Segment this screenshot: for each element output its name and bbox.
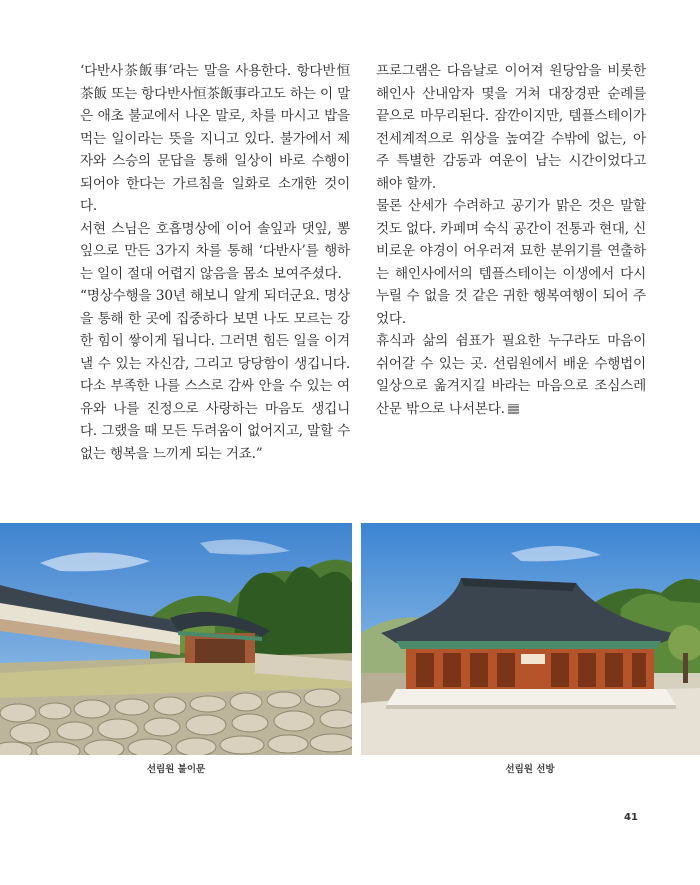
- paragraph: 서현 스님은 호흡명상에 이어 솔잎과 댓잎, 뽕잎으로 만든 3가지 차를 통해 ‘다반사’를 행하는 일이 절대 어렵지 않음을 몸소 보여주셨다.: [80, 220, 350, 282]
- article-right-column: [376, 60, 646, 420]
- photo-caption-right: 선림원 선방: [505, 764, 555, 775]
- paragraph-closing: [376, 330, 646, 420]
- end-mark-icon: [508, 404, 519, 414]
- paragraph: ‘다반사茶飯事’라는 말을 사용한다. 항다반恒茶飯 또는 항다반사恒茶飯事라고도 하는 이 말은 애초 불교에서 나온 말로, 차를 마시고 밥을 먹는 일이라는 뜻을 지니고 있다. 불가에서 제자와 스승의 문답을 통해 일상이 바로 수행이 되어야 한다는 가르침을 일화로 소개한 것이다.: [80, 63, 350, 214]
- photo-meditation-hall: [361, 523, 700, 755]
- article-left-column: [80, 60, 350, 465]
- paragraph: 물론 산세가 수려하고 공기가 맑은 것은 말할 것도 없다. 카페며 숙식 공간이 전통과 현대, 신비로운 야경이 어우러져 묘한 분위기를 연출하는 해인사에서의 템플스테이는 이생에서 다시 누릴 수 없을 것 같은 귀한 행복여행이 되어 주었다.: [376, 198, 646, 327]
- photo-gate: [0, 523, 352, 755]
- page-number: 41: [624, 812, 638, 823]
- paragraph-closing-text: 휴식과 삶의 쉼표가 필요한 누구라도 마음이 쉬어갈 수 있는 곳. 선림원에서 배운 수행법이 일상으로 옮겨지길 바라는 마음으로 조심스레 산문 밖으로 나서본다.: [376, 333, 646, 417]
- paragraph-quote: “명상수행을 30년 해보니 알게 되더군요. 명상을 통해 한 곳에 집중하다 보면 나도 모르는 강한 힘이 쌓이게 됩니다. 그러면 힘든 일을 이겨낼 수 있는 자신감, 그리고 당당함이 생깁니다. 다소 부족한 나를 스스로 감싸 안을 수 있는 여유와 나를 진정으로 사랑하는 마음도 생깁니다. 그랬을 때 모든 두려움이 없어지고, 말할 수 없는 행복을 느끼게 되는 거죠.”: [80, 288, 350, 462]
- photo-caption-left: 선림원 불이문: [146, 764, 206, 775]
- paragraph: 프로그램은 다음날로 이어져 원당암을 비롯한 해인사 산내암자 몇을 거쳐 대장경판 순례를 끝으로 마무리된다. 잠깐이지만, 템플스테이가 전세계적으로 위상을 높여갈 수밖에 없는, 아주 특별한 감동과 여운이 남는 시간이었다고 해야 할까.: [376, 63, 646, 192]
